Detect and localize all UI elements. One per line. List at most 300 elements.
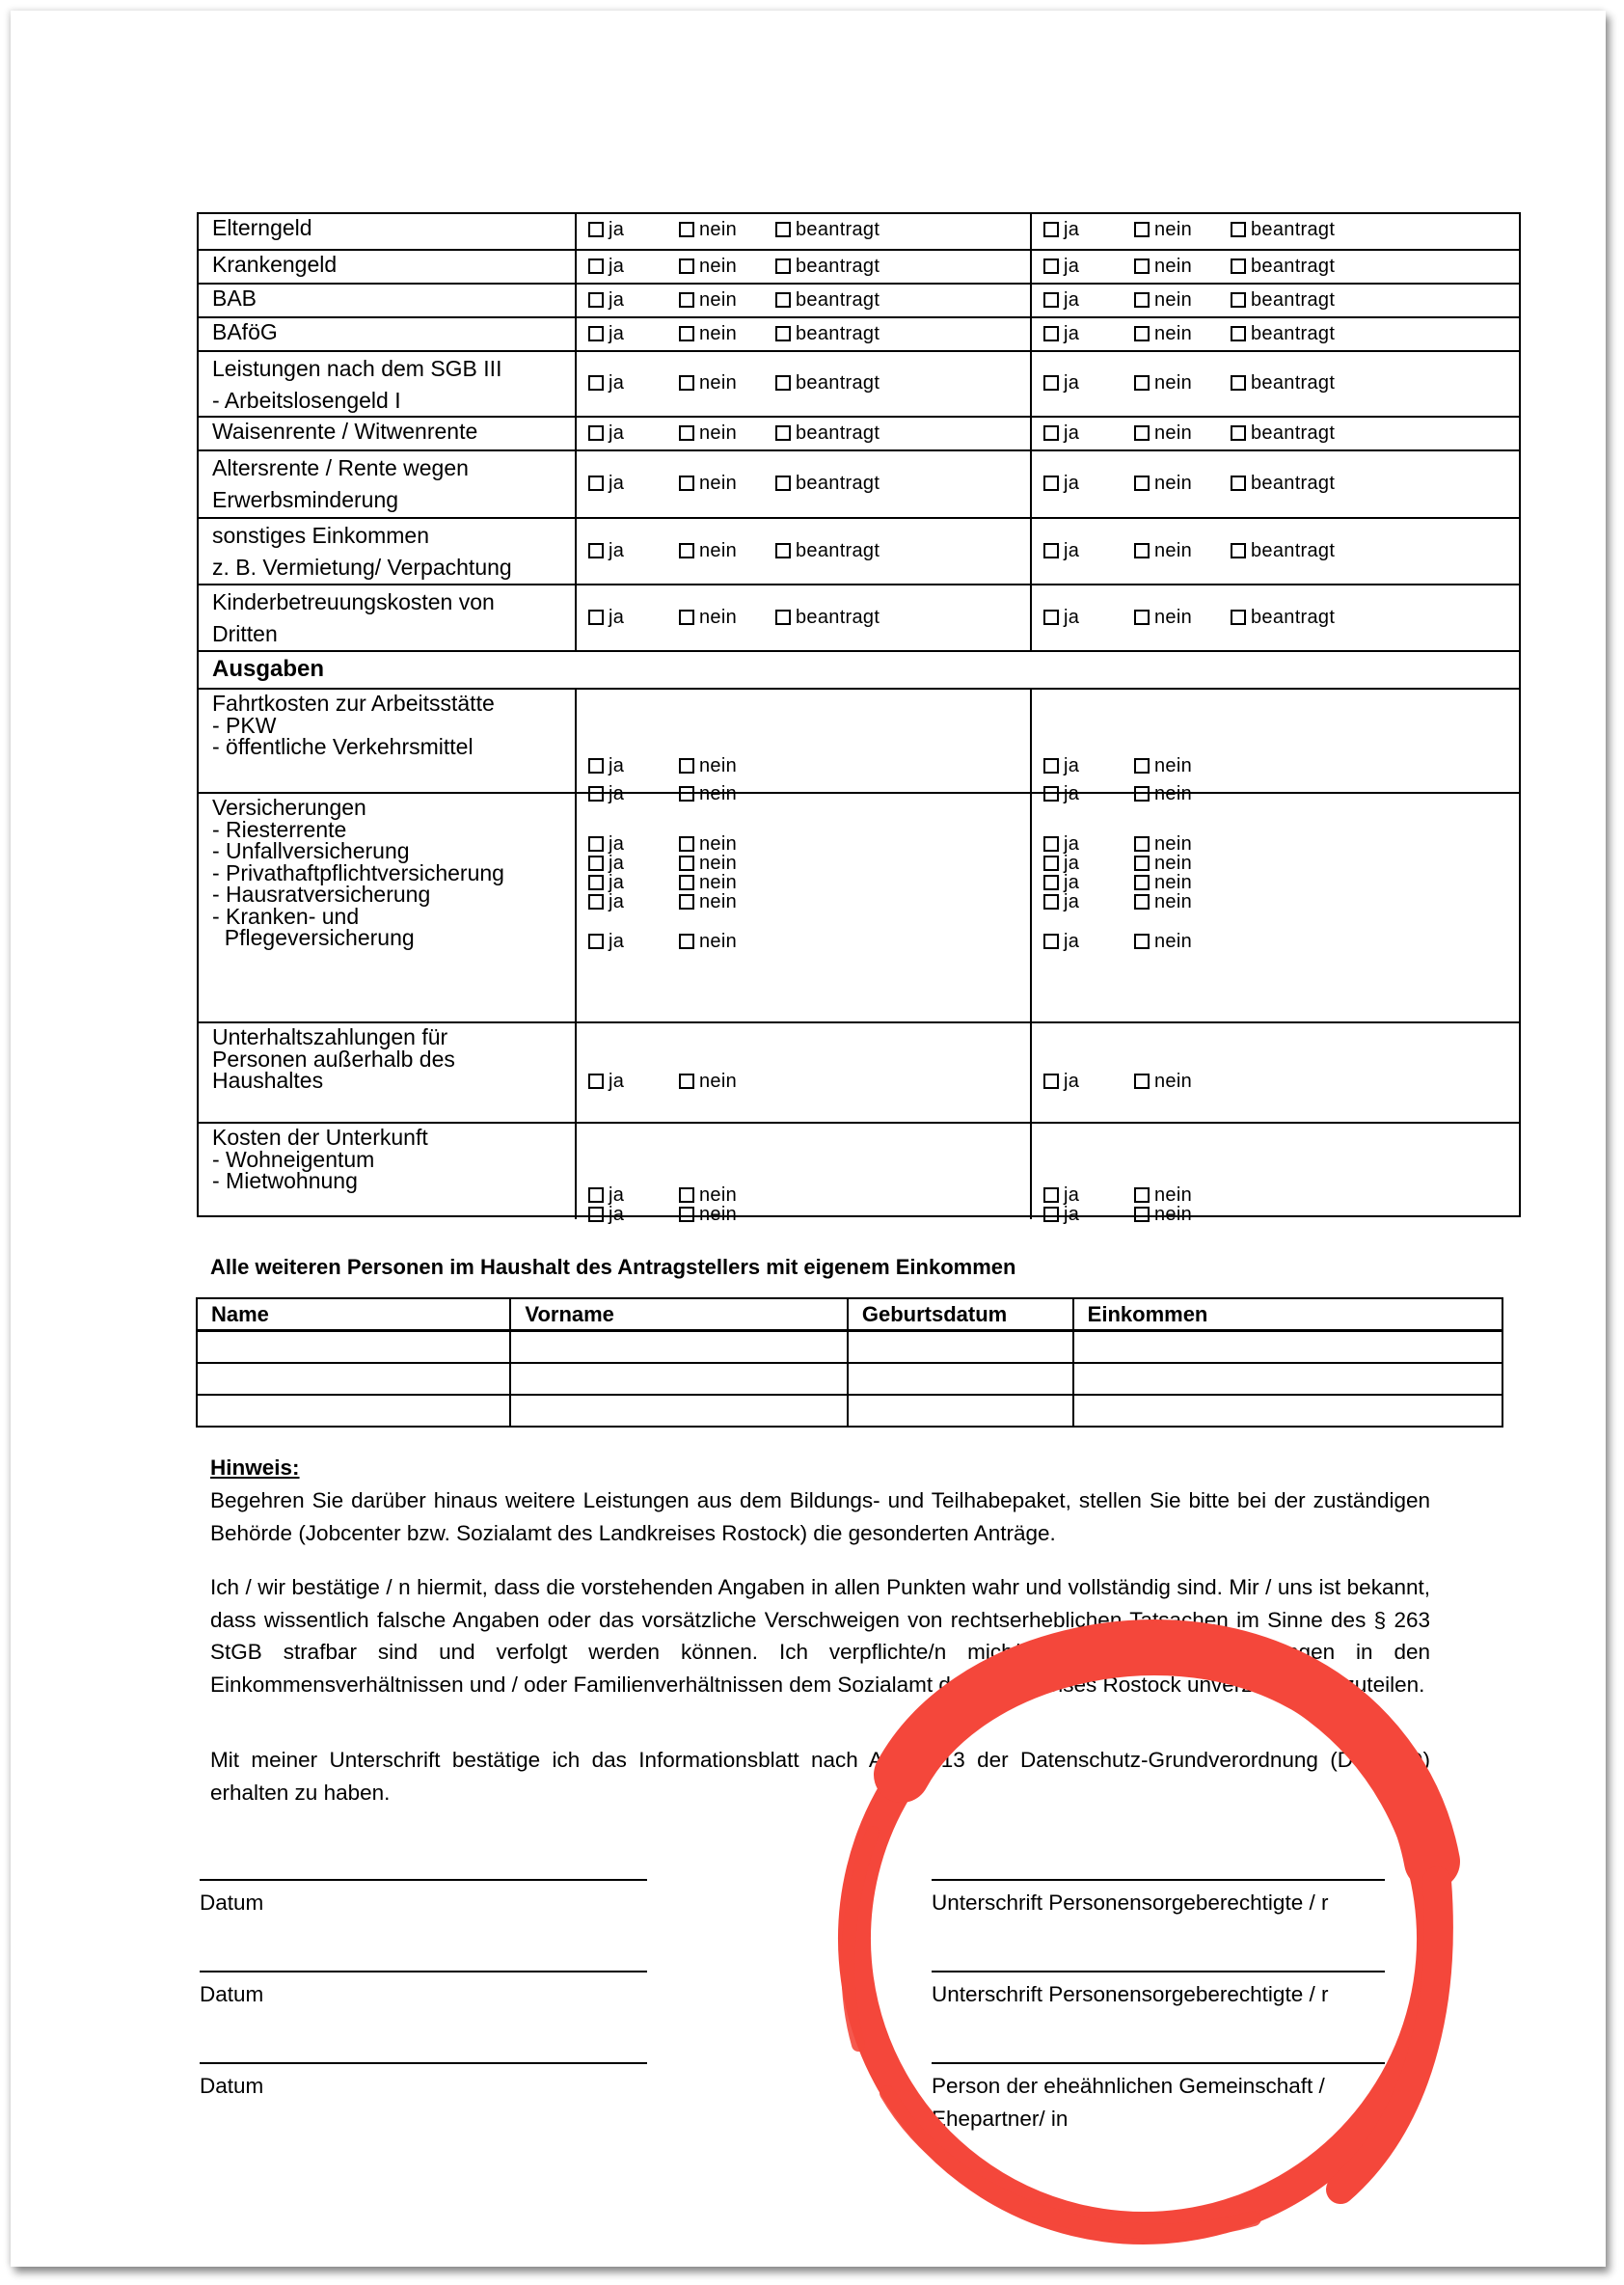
checkbox-label: beantragt [1251, 219, 1336, 240]
checkbox-label: beantragt [796, 219, 880, 240]
checkbox-beantragt-applicant[interactable] [775, 371, 880, 394]
checkbox-label: ja [1064, 872, 1080, 893]
checkbox-ja-applicant[interactable] [588, 422, 624, 445]
row-label: Kinderbetreuungskosten von [212, 589, 495, 614]
checkbox-ja-partner[interactable] [1043, 288, 1079, 312]
checkbox-icon[interactable] [1043, 894, 1059, 910]
checkbox-icon[interactable] [1043, 875, 1059, 890]
checkbox-icon[interactable] [588, 610, 604, 625]
checkbox-ja-applicant[interactable] [588, 1070, 624, 1093]
checkbox-ja-applicant[interactable] [588, 255, 624, 278]
checkbox-icon[interactable] [1134, 258, 1150, 274]
checkbox-ja-applicant[interactable] [588, 539, 624, 562]
checkbox-label: ja [609, 931, 625, 952]
checkbox-icon[interactable] [775, 258, 791, 274]
checkbox-icon[interactable] [679, 258, 694, 274]
signature-line-2[interactable] [932, 1971, 1385, 1972]
checkbox-icon[interactable] [679, 856, 694, 871]
row-label: - Riesterrente [212, 816, 347, 842]
checkbox-nein-partner[interactable] [1134, 754, 1192, 777]
checkbox-label: beantragt [1251, 540, 1336, 561]
checkbox-icon[interactable] [1043, 292, 1059, 308]
checkbox-beantragt-applicant[interactable] [775, 539, 880, 562]
column-divider [1030, 352, 1032, 416]
checkbox-ja-partner[interactable] [1043, 754, 1079, 777]
checkbox-beantragt-partner[interactable] [1231, 422, 1335, 445]
date-label-3: Datum [200, 2074, 264, 2098]
checkbox-label: ja [609, 755, 625, 776]
checkbox-label: nein [1154, 833, 1193, 855]
checkbox-nein-applicant[interactable] [679, 422, 737, 445]
col-vorname: Vorname [510, 1298, 847, 1331]
checkbox-icon[interactable] [1231, 326, 1246, 341]
checkbox-ja-partner[interactable] [1043, 472, 1079, 495]
cell-einkommen[interactable] [1073, 1331, 1502, 1364]
cell-geburtsdatum[interactable] [848, 1363, 1073, 1395]
checkbox-nein-partner[interactable] [1134, 890, 1192, 913]
checkbox-label: beantragt [1251, 607, 1336, 628]
checkbox-label: ja [1064, 853, 1080, 874]
checkbox-label: ja [609, 833, 625, 855]
checkbox-label: ja [1064, 323, 1080, 344]
checkbox-icon[interactable] [679, 610, 694, 625]
persons-table-header [197, 1298, 1502, 1331]
checkbox-ja-partner[interactable] [1043, 930, 1079, 953]
table-row [199, 350, 1519, 416]
checkbox-nein-applicant[interactable] [679, 890, 737, 913]
checkbox-nein-partner[interactable] [1134, 606, 1192, 629]
checkbox-icon[interactable] [1043, 1074, 1059, 1089]
row-label: Waisenrente / Witwenrente [212, 419, 478, 444]
checkbox-nein-partner[interactable] [1134, 539, 1192, 562]
checkbox-icon[interactable] [1043, 543, 1059, 558]
checkbox-nein-partner[interactable] [1134, 422, 1192, 445]
checkbox-nein-partner[interactable] [1134, 322, 1192, 345]
checkbox-beantragt-applicant[interactable] [775, 288, 880, 312]
row-label: - Privathaftpflichtversicherung [212, 859, 504, 885]
checkbox-beantragt-partner[interactable] [1231, 539, 1335, 562]
checkbox-icon[interactable] [1043, 836, 1059, 852]
checkbox-icon[interactable] [1134, 610, 1150, 625]
row-label: Leistungen nach dem SGB III [212, 356, 502, 381]
checkbox-icon[interactable] [679, 934, 694, 949]
checkbox-icon[interactable] [1231, 375, 1246, 391]
checkbox-label: ja [609, 289, 625, 311]
checkbox-label: ja [1064, 540, 1080, 561]
date-label-1: Datum [200, 1891, 264, 1915]
table-row [199, 316, 1519, 350]
cell-geburtsdatum[interactable] [848, 1395, 1073, 1427]
checkbox-nein-applicant[interactable] [679, 472, 737, 495]
checkbox-label: beantragt [796, 323, 880, 344]
checkbox-label: nein [699, 1071, 738, 1092]
row-label: z. B. Vermietung/ Verpachtung [212, 555, 512, 580]
table-row [199, 688, 1519, 804]
signature-line-3[interactable] [932, 2062, 1385, 2064]
signature-line-1[interactable] [932, 1879, 1385, 1881]
checkbox-label: ja [609, 1184, 625, 1206]
checkbox-icon[interactable] [679, 326, 694, 341]
checkbox-icon[interactable] [775, 292, 791, 308]
checkbox-label: beantragt [796, 372, 880, 394]
checkbox-icon[interactable] [679, 894, 694, 910]
checkbox-beantragt-partner[interactable] [1231, 472, 1335, 495]
checkbox-label: beantragt [796, 540, 880, 561]
checkbox-label: nein [1154, 1071, 1193, 1092]
checkbox-icon[interactable] [775, 326, 791, 341]
cell-vorname[interactable] [510, 1395, 847, 1427]
checkbox-icon[interactable] [1231, 425, 1246, 441]
row-label: Dritten [212, 621, 278, 646]
checkbox-icon[interactable] [1043, 1187, 1059, 1203]
table-row [199, 449, 1519, 517]
checkbox-icon[interactable] [679, 836, 694, 852]
checkbox-icon[interactable] [1043, 258, 1059, 274]
checkbox-icon[interactable] [588, 543, 604, 558]
checkbox-icon[interactable] [775, 425, 791, 441]
checkbox-label: ja [1064, 755, 1080, 776]
checkbox-label: nein [699, 372, 738, 394]
checkbox-label: beantragt [1251, 372, 1336, 394]
checkbox-icon[interactable] [588, 934, 604, 949]
checkbox-ja-partner[interactable] [1043, 322, 1079, 345]
table-row [199, 283, 1519, 316]
checkbox-icon[interactable] [1134, 1074, 1150, 1089]
checkbox-ja-partner[interactable] [1043, 255, 1079, 278]
column-divider [1030, 585, 1032, 650]
checkbox-ja-partner[interactable] [1043, 218, 1079, 241]
column-divider [575, 418, 577, 449]
checkbox-beantragt-partner[interactable] [1231, 218, 1335, 241]
checkbox-icon[interactable] [588, 292, 604, 308]
checkbox-label: nein [1154, 372, 1193, 394]
checkbox-label: nein [1154, 607, 1193, 628]
cell-name[interactable] [197, 1363, 510, 1395]
checkbox-label: ja [609, 1071, 625, 1092]
checkbox-ja-partner[interactable] [1043, 1203, 1079, 1226]
checkbox-icon[interactable] [1134, 856, 1150, 871]
checkbox-icon[interactable] [588, 375, 604, 391]
checkbox-label: nein [699, 323, 738, 344]
row-label: BAB [212, 286, 257, 311]
checkbox-label: beantragt [796, 256, 880, 277]
checkbox-icon[interactable] [588, 1074, 604, 1089]
checkbox-nein-applicant[interactable] [679, 255, 737, 278]
column-divider [575, 1124, 577, 1219]
checkbox-label: nein [699, 540, 738, 561]
checkbox-label: nein [699, 607, 738, 628]
checkbox-icon[interactable] [1231, 476, 1246, 491]
checkbox-ja-partner[interactable] [1043, 422, 1079, 445]
checkbox-label: ja [1064, 783, 1080, 804]
table-row [199, 249, 1519, 283]
checkbox-icon[interactable] [1043, 222, 1059, 237]
checkbox-label: ja [1064, 833, 1080, 855]
checkbox-label: nein [699, 473, 738, 494]
checkbox-label: nein [1154, 289, 1193, 311]
checkbox-icon[interactable] [1043, 425, 1059, 441]
table-row [197, 1363, 1502, 1395]
checkbox-icon[interactable] [679, 1074, 694, 1089]
checkbox-label: ja [1064, 1204, 1080, 1225]
checkbox-beantragt-applicant[interactable] [775, 422, 880, 445]
checkbox-icon[interactable] [588, 894, 604, 910]
checkbox-ja-applicant[interactable] [588, 930, 624, 953]
checkbox-icon[interactable] [679, 375, 694, 391]
checkbox-icon[interactable] [588, 326, 604, 341]
checkbox-nein-applicant[interactable] [679, 539, 737, 562]
checkbox-icon[interactable] [1134, 758, 1150, 774]
column-divider [1030, 519, 1032, 584]
column-divider [575, 794, 577, 1021]
checkbox-icon[interactable] [679, 292, 694, 308]
checkbox-icon[interactable] [679, 758, 694, 774]
checkbox-icon[interactable] [588, 758, 604, 774]
checkbox-icon[interactable] [1134, 894, 1150, 910]
checkbox-icon[interactable] [679, 222, 694, 237]
checkbox-label: ja [609, 422, 625, 444]
checkbox-label: beantragt [796, 422, 880, 444]
checkbox-icon[interactable] [775, 543, 791, 558]
checkbox-icon[interactable] [679, 1187, 694, 1203]
checkbox-nein-applicant[interactable] [679, 288, 737, 312]
checkbox-icon[interactable] [588, 1207, 604, 1222]
checkbox-nein-applicant[interactable] [679, 754, 737, 777]
cell-name[interactable] [197, 1331, 510, 1364]
row-label: Erwerbsminderung [212, 487, 399, 512]
checkbox-label: nein [1154, 755, 1193, 776]
checkbox-icon[interactable] [1134, 326, 1150, 341]
checkbox-nein-applicant[interactable] [679, 606, 737, 629]
checkbox-label: ja [609, 473, 625, 494]
checkbox-label: nein [699, 872, 738, 893]
checkbox-nein-partner[interactable] [1134, 1203, 1192, 1226]
checkbox-label: nein [699, 853, 738, 874]
checkbox-icon[interactable] [588, 258, 604, 274]
persons-table-title: Alle weiteren Personen im Haushalt des Antragstellers mit eigenem Einkommen [210, 1255, 1016, 1279]
checkbox-icon[interactable] [775, 476, 791, 491]
date-line-2[interactable] [200, 1971, 647, 1972]
checkbox-label: ja [609, 891, 625, 912]
checkbox-beantragt-partner[interactable] [1231, 322, 1335, 345]
row-label: Personen außerhalb des [212, 1046, 455, 1072]
checkbox-icon[interactable] [1231, 543, 1246, 558]
checkbox-icon[interactable] [1134, 836, 1150, 852]
checkbox-beantragt-partner[interactable] [1231, 255, 1335, 278]
row-label: Elterngeld [212, 215, 312, 240]
checkbox-ja-applicant[interactable] [588, 1203, 624, 1226]
row-label: - Wohneigentum [212, 1146, 375, 1172]
checkbox-ja-partner[interactable] [1043, 371, 1079, 394]
row-label: Altersrente / Rente wegen [212, 455, 469, 480]
checkbox-beantragt-applicant[interactable] [775, 322, 880, 345]
checkbox-label: nein [699, 422, 738, 444]
column-divider [575, 318, 577, 350]
checkbox-label: nein [699, 289, 738, 311]
checkbox-beantragt-partner[interactable] [1231, 371, 1335, 394]
checkbox-label: ja [609, 372, 625, 394]
table-row [199, 1021, 1519, 1122]
checkbox-label: nein [1154, 891, 1193, 912]
row-label: Unterhaltszahlungen für [212, 1024, 448, 1049]
column-divider [1030, 214, 1032, 249]
checkbox-icon[interactable] [1231, 610, 1246, 625]
checkbox-label: ja [1064, 372, 1080, 394]
cell-einkommen[interactable] [1073, 1395, 1502, 1427]
checkbox-ja-applicant[interactable] [588, 606, 624, 629]
column-divider [1030, 451, 1032, 517]
checkbox-label: ja [1064, 473, 1080, 494]
checkbox-icon[interactable] [679, 425, 694, 441]
checkbox-nein-partner[interactable] [1134, 218, 1192, 241]
checkbox-icon[interactable] [1134, 292, 1150, 308]
checkbox-ja-applicant[interactable] [588, 472, 624, 495]
checkbox-ja-partner[interactable] [1043, 1070, 1079, 1093]
cell-einkommen[interactable] [1073, 1363, 1502, 1395]
checkbox-label: ja [609, 783, 625, 804]
row-label: - Arbeitslosengeld I [212, 388, 401, 413]
checkbox-icon[interactable] [775, 610, 791, 625]
checkbox-label: beantragt [1251, 289, 1336, 311]
column-divider [1030, 318, 1032, 350]
checkbox-nein-partner[interactable] [1134, 255, 1192, 278]
checkbox-label: nein [1154, 540, 1193, 561]
checkbox-icon[interactable] [1134, 934, 1150, 949]
cell-vorname[interactable] [510, 1331, 847, 1364]
checkbox-nein-applicant[interactable] [679, 218, 737, 241]
checkbox-nein-partner[interactable] [1134, 288, 1192, 312]
checkbox-nein-applicant[interactable] [679, 930, 737, 953]
date-line-3[interactable] [200, 2062, 647, 2064]
checkbox-icon[interactable] [1134, 222, 1150, 237]
checkbox-icon[interactable] [1043, 476, 1059, 491]
table-row [199, 214, 1519, 249]
checkbox-icon[interactable] [588, 836, 604, 852]
row-label: sonstiges Einkommen [212, 523, 429, 548]
checkbox-nein-partner[interactable] [1134, 472, 1192, 495]
checkbox-icon[interactable] [1134, 1207, 1150, 1222]
checkbox-label: nein [1154, 931, 1193, 952]
section-header-row [199, 650, 1519, 688]
checkbox-label: nein [1154, 853, 1193, 874]
checkbox-icon[interactable] [1043, 856, 1059, 871]
row-label: Fahrtkosten zur Arbeitsstätte [212, 691, 495, 716]
col-name: Name [197, 1298, 510, 1331]
checkbox-ja-applicant[interactable] [588, 754, 624, 777]
checkbox-nein-partner[interactable] [1134, 930, 1192, 953]
checkbox-icon[interactable] [1231, 222, 1246, 237]
checkbox-ja-applicant[interactable] [588, 890, 624, 913]
checkbox-beantragt-applicant[interactable] [775, 606, 880, 629]
date-line-1[interactable] [200, 1879, 647, 1881]
table-row [197, 1331, 1502, 1364]
checkbox-ja-applicant[interactable] [588, 371, 624, 394]
column-divider [575, 251, 577, 283]
column-divider [1030, 1023, 1032, 1122]
table-row [199, 517, 1519, 584]
checkbox-icon[interactable] [1231, 258, 1246, 274]
checkbox-icon[interactable] [1134, 543, 1150, 558]
row-label: Haushaltes [212, 1068, 324, 1093]
cell-geburtsdatum[interactable] [848, 1331, 1073, 1364]
checkbox-label: nein [1154, 783, 1193, 804]
row-label: Versicherungen [212, 795, 366, 820]
checkbox-icon[interactable] [775, 375, 791, 391]
checkbox-icon[interactable] [1043, 1207, 1059, 1222]
cell-name[interactable] [197, 1395, 510, 1427]
checkbox-icon[interactable] [588, 476, 604, 491]
checkbox-nein-applicant[interactable] [679, 1070, 737, 1093]
checkbox-icon[interactable] [588, 856, 604, 871]
checkbox-icon[interactable] [775, 222, 791, 237]
date-label-2: Datum [200, 1982, 264, 2006]
column-divider [575, 1023, 577, 1122]
checkbox-beantragt-applicant[interactable] [775, 255, 880, 278]
checkbox-label: nein [1154, 422, 1193, 444]
checkbox-icon[interactable] [1043, 934, 1059, 949]
checkbox-nein-applicant[interactable] [679, 371, 737, 394]
checkbox-ja-applicant[interactable] [588, 288, 624, 312]
signature-label-1: Unterschrift Personensorgeberechtigte / r [932, 1891, 1329, 1915]
checkbox-icon[interactable] [679, 1207, 694, 1222]
checkbox-ja-partner[interactable] [1043, 539, 1079, 562]
checkbox-icon[interactable] [588, 875, 604, 890]
column-divider [1030, 418, 1032, 449]
checkbox-icon[interactable] [1043, 758, 1059, 774]
checkbox-icon[interactable] [1043, 375, 1059, 391]
checkbox-label: beantragt [1251, 422, 1336, 444]
checkbox-icon[interactable] [1043, 326, 1059, 341]
checkbox-label: ja [1064, 891, 1080, 912]
checkbox-icon[interactable] [1134, 425, 1150, 441]
checkbox-label: ja [609, 853, 625, 874]
checkbox-icon[interactable] [588, 222, 604, 237]
checkbox-label: ja [1064, 607, 1080, 628]
checkbox-icon[interactable] [1043, 610, 1059, 625]
checkbox-label: ja [609, 872, 625, 893]
checkbox-icon[interactable] [1134, 1187, 1150, 1203]
checkbox-label: nein [699, 833, 738, 855]
checkbox-beantragt-partner[interactable] [1231, 606, 1335, 629]
checkbox-icon[interactable] [679, 476, 694, 491]
checkbox-beantragt-applicant[interactable] [775, 218, 880, 241]
checkbox-icon[interactable] [588, 425, 604, 441]
checkbox-nein-applicant[interactable] [679, 322, 737, 345]
checkbox-ja-applicant[interactable] [588, 322, 624, 345]
checkbox-ja-partner[interactable] [1043, 890, 1079, 913]
checkbox-icon[interactable] [1231, 292, 1246, 308]
checkbox-icon[interactable] [679, 543, 694, 558]
checkbox-ja-partner[interactable] [1043, 606, 1079, 629]
checkbox-nein-applicant[interactable] [679, 1203, 737, 1226]
checkbox-icon[interactable] [1134, 875, 1150, 890]
cell-vorname[interactable] [510, 1363, 847, 1395]
checkbox-icon[interactable] [1134, 476, 1150, 491]
checkbox-label: ja [609, 540, 625, 561]
checkbox-label: nein [699, 1184, 738, 1206]
checkbox-label: ja [1064, 256, 1080, 277]
checkbox-beantragt-partner[interactable] [1231, 288, 1335, 312]
checkbox-ja-applicant[interactable] [588, 218, 624, 241]
checkbox-nein-partner[interactable] [1134, 371, 1192, 394]
checkbox-nein-partner[interactable] [1134, 1070, 1192, 1093]
checkbox-icon[interactable] [679, 875, 694, 890]
checkbox-icon[interactable] [588, 1187, 604, 1203]
checkbox-icon[interactable] [1134, 375, 1150, 391]
checkbox-beantragt-applicant[interactable] [775, 472, 880, 495]
col-einkommen: Einkommen [1073, 1298, 1502, 1331]
checkbox-label: nein [699, 931, 738, 952]
